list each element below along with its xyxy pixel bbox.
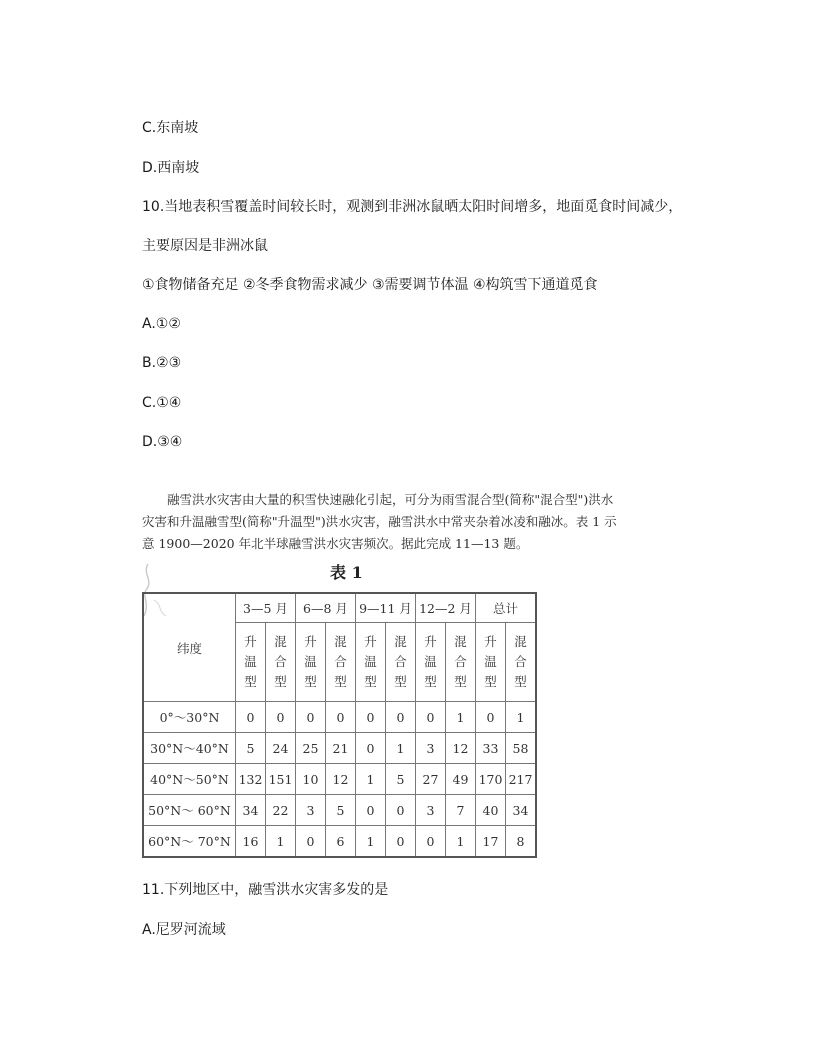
type-header: 升 温 型 [416, 623, 446, 702]
value-cell: 49 [446, 764, 476, 795]
type-header: 混 合 型 [506, 623, 537, 702]
value-cell: 17 [476, 826, 506, 858]
q9-option-c: C.东南坡 [142, 120, 199, 136]
value-cell: 217 [506, 764, 537, 795]
value-cell: 0 [266, 702, 296, 733]
value-cell: 27 [416, 764, 446, 795]
value-cell: 40 [476, 795, 506, 826]
q10-statements: ①食物储备充足 ②冬季食物需求减少 ③需要调节体温 ④构筑雪下通道觅食 [142, 277, 598, 293]
latitude-cell: 0°～30°N [143, 702, 236, 733]
value-cell: 5 [236, 733, 266, 764]
value-cell: 0 [236, 702, 266, 733]
q10-stem-line1: 10.当地表积雪覆盖时间较长时，观测到非洲冰鼠晒太阳时间增多，地面觅食时间减少， [142, 199, 683, 215]
table-header-row [143, 593, 536, 623]
value-cell: 1 [446, 826, 476, 858]
value-cell: 132 [236, 764, 266, 795]
latitude-cell: 40°N～50°N [143, 764, 236, 795]
value-cell: 3 [416, 733, 446, 764]
type-header: 混 合 型 [266, 623, 296, 702]
value-cell: 0 [386, 826, 416, 858]
value-cell: 3 [296, 795, 326, 826]
table-row [143, 702, 536, 733]
table-row [143, 733, 536, 764]
value-cell: 0 [296, 702, 326, 733]
latitude-cell: 60°N～ 70°N [143, 826, 236, 858]
latitude-cell: 30°N～40°N [143, 733, 236, 764]
period-header: 总计 [476, 593, 537, 623]
latitude-cell: 50°N～ 60°N [143, 795, 236, 826]
value-cell: 0 [356, 702, 386, 733]
type-header: 混 合 型 [326, 623, 356, 702]
value-cell: 151 [266, 764, 296, 795]
value-cell: 22 [266, 795, 296, 826]
value-cell: 58 [506, 733, 537, 764]
type-header: 混 合 型 [386, 623, 416, 702]
value-cell: 12 [446, 733, 476, 764]
value-cell: 1 [386, 733, 416, 764]
value-cell: 170 [476, 764, 506, 795]
flood-frequency-table [142, 592, 537, 858]
value-cell: 16 [236, 826, 266, 858]
q10-option-c: C.①④ [142, 395, 182, 411]
value-cell: 0 [296, 826, 326, 858]
q10-option-d: D.③④ [142, 434, 183, 450]
value-cell: 25 [296, 733, 326, 764]
type-header: 混 合 型 [446, 623, 476, 702]
value-cell: 12 [326, 764, 356, 795]
value-cell: 10 [296, 764, 326, 795]
passage-line1: 融雪洪水灾害由大量的积雪快速融化引起，可分为雨雪混合型(简称"混合型")洪水 [167, 492, 614, 507]
q11-option-a: A.尼罗河流域 [142, 922, 226, 938]
value-cell: 5 [386, 764, 416, 795]
value-cell: 33 [476, 733, 506, 764]
passage [142, 489, 690, 555]
value-cell: 21 [326, 733, 356, 764]
passage-line2: 灾害和升温融雪型(简称"升温型")洪水灾害，融雪洪水中常夹杂着冰凌和融冰。表 1 示 [142, 514, 617, 529]
value-cell: 1 [506, 702, 537, 733]
q10-option-b: B.②③ [142, 355, 182, 371]
value-cell: 34 [236, 795, 266, 826]
type-header: 升 温 型 [236, 623, 266, 702]
period-header: 6—8 月 [296, 593, 356, 623]
period-header: 12—2 月 [416, 593, 476, 623]
q11-stem: 11.下列地区中，融雪洪水灾害多发的是 [142, 882, 389, 898]
q10-stem-line2: 主要原因是非洲冰鼠 [142, 238, 268, 254]
table-title: 表 1 [330, 563, 363, 582]
value-cell: 0 [416, 702, 446, 733]
value-cell: 1 [356, 764, 386, 795]
type-header: 升 温 型 [476, 623, 506, 702]
value-cell: 0 [386, 795, 416, 826]
value-cell: 0 [476, 702, 506, 733]
table-row [143, 795, 536, 826]
value-cell: 0 [326, 702, 356, 733]
type-header: 升 温 型 [356, 623, 386, 702]
value-cell: 6 [326, 826, 356, 858]
q9-option-d: D.西南坡 [142, 160, 200, 176]
type-header: 升 温 型 [296, 623, 326, 702]
value-cell: 24 [266, 733, 296, 764]
table-row [143, 826, 536, 858]
value-cell: 5 [326, 795, 356, 826]
value-cell: 1 [356, 826, 386, 858]
passage-line3: 意 1900—2020 年北半球融雪洪水灾害频次。据此完成 11—13 题。 [142, 536, 529, 551]
q10-option-a: A.①② [142, 316, 181, 332]
value-cell: 0 [386, 702, 416, 733]
period-header: 3—5 月 [236, 593, 296, 623]
period-header: 9—11 月 [356, 593, 416, 623]
value-cell: 7 [446, 795, 476, 826]
value-cell: 0 [356, 795, 386, 826]
value-cell: 1 [446, 702, 476, 733]
value-cell: 3 [416, 795, 446, 826]
value-cell: 0 [416, 826, 446, 858]
value-cell: 34 [506, 795, 537, 826]
value-cell: 1 [266, 826, 296, 858]
lat-header: 纬度 [143, 593, 236, 702]
value-cell: 0 [356, 733, 386, 764]
value-cell: 8 [506, 826, 537, 858]
table-row [143, 764, 536, 795]
